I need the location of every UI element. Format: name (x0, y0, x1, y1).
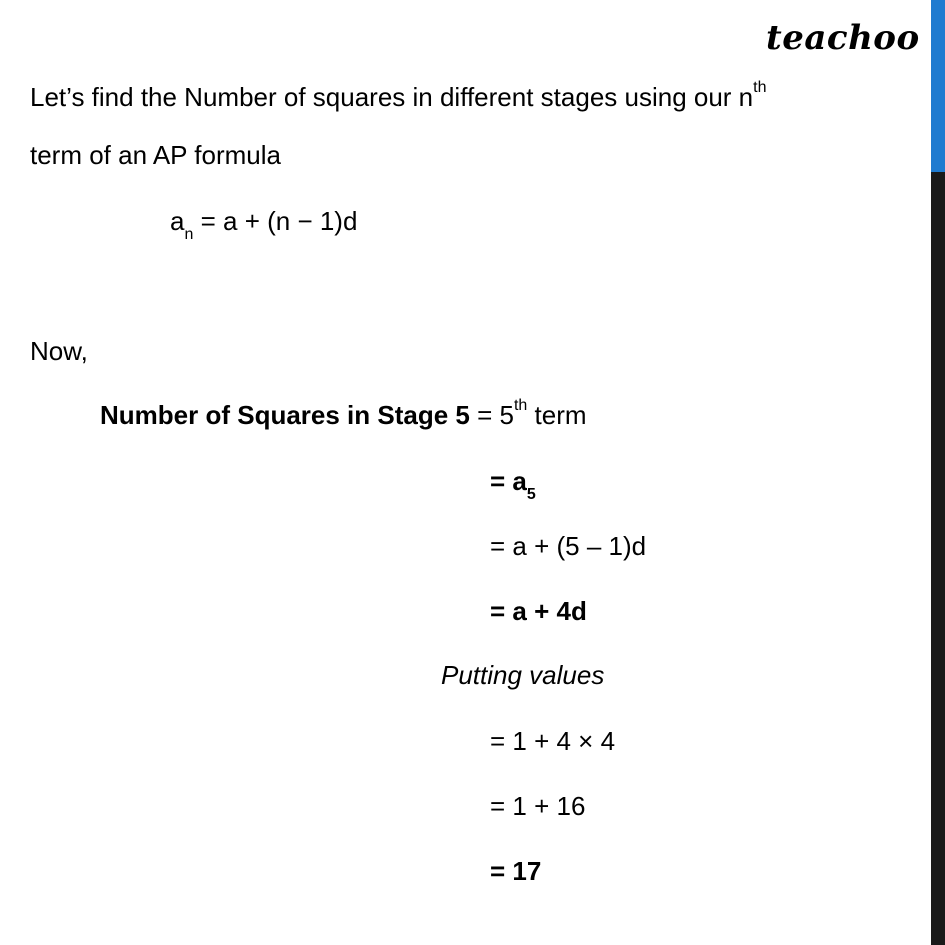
putting-values-label: Putting values (441, 660, 605, 690)
step-result: = 17 (490, 856, 542, 886)
nth-term-formula (170, 206, 358, 244)
teachoo-logo: teachoo (766, 18, 920, 58)
intro-line-1-sup: th (753, 79, 767, 97)
right-sidebar-accent (931, 0, 945, 172)
formula-a: a (170, 206, 185, 236)
step-sum: = 1 + 16 (490, 791, 586, 821)
step-values: = 1 + 4 × 4 (490, 726, 616, 756)
formula-rest: = a + (n − 1)d (193, 206, 358, 236)
stage-5-sup: th (513, 397, 528, 415)
intro-line-2: term of an AP formula (30, 140, 281, 170)
intro-line-1-text: Let’s find the Number of squares in different stages using our n (30, 82, 754, 112)
stage-5-eq-prefix: = 5 (469, 400, 514, 430)
stage-5-label: Number of Squares in Stage 5 (100, 400, 470, 430)
now-label: Now, (30, 336, 88, 366)
step-substitute: = a + (5 – 1)d (490, 531, 647, 561)
step-a5 (490, 466, 536, 504)
step-a5-main: = a (490, 466, 527, 496)
formula-sub-n: n (184, 226, 194, 244)
stage-5-eq-suffix: term (527, 400, 587, 430)
stage-5-line (100, 397, 587, 430)
step-a-plus-4d: = a + 4d (490, 596, 587, 626)
step-a5-sub: 5 (526, 486, 536, 504)
intro-line-1 (30, 79, 767, 112)
